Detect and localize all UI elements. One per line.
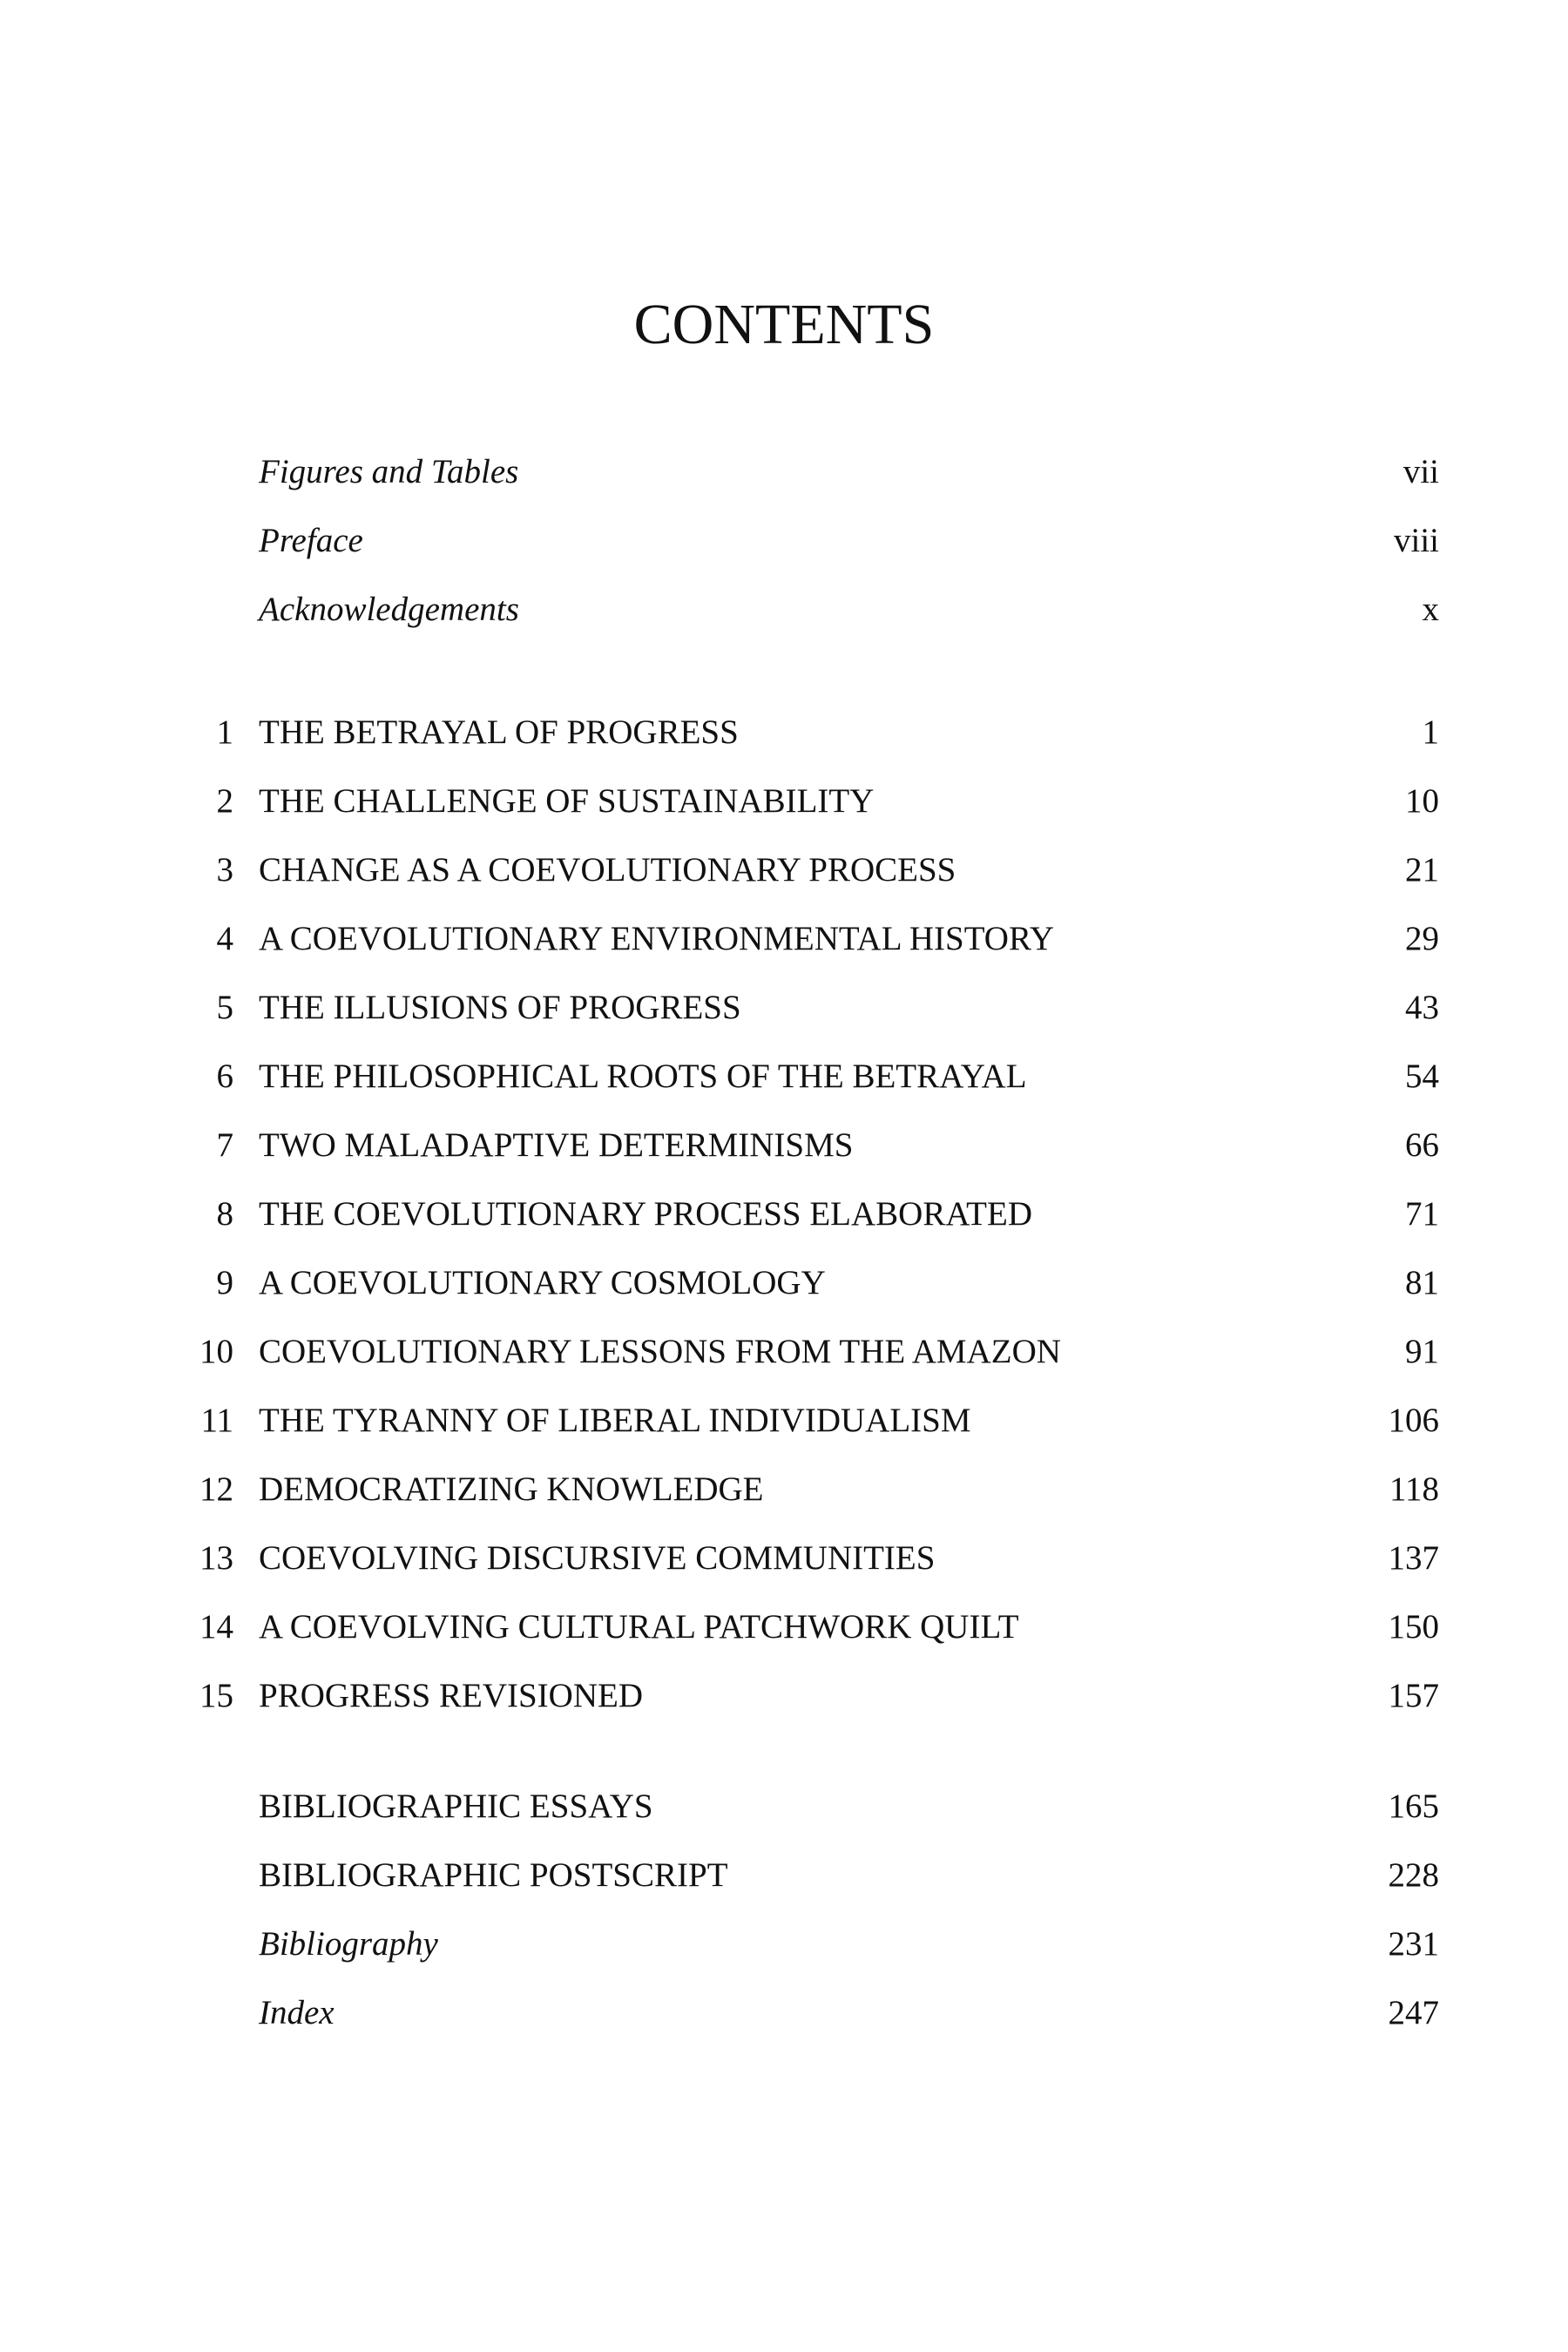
chapter-number: 2 (216, 782, 233, 820)
chapter-page: 150 (1388, 1608, 1439, 1646)
toc-entry-page: 231 (1388, 1925, 1439, 1963)
toc-entry-acknowledgements[interactable] (0, 575, 1568, 644)
chapter-number: 15 (199, 1677, 233, 1714)
chapter-number: 12 (199, 1470, 233, 1508)
chapter-page: 91 (1405, 1333, 1439, 1370)
chapter-list (0, 698, 1568, 1730)
toc-chapter-3[interactable] (0, 835, 1568, 904)
chapter-page: 106 (1388, 1402, 1439, 1439)
toc-entry-figures-and-tables[interactable] (0, 437, 1568, 506)
chapter-page: 54 (1405, 1058, 1439, 1095)
toc-chapter-13[interactable] (0, 1524, 1568, 1592)
chapter-title: A COEVOLVING CULTURAL PATCHWORK QUILT (259, 1608, 1019, 1646)
chapter-title: THE CHALLENGE OF SUSTAINABILITY (259, 782, 875, 820)
toc-chapter-8[interactable] (0, 1179, 1568, 1248)
chapter-title: A COEVOLUTIONARY COSMOLOGY (259, 1264, 826, 1301)
toc-chapter-9[interactable] (0, 1248, 1568, 1317)
chapter-page: 137 (1388, 1539, 1439, 1577)
chapter-number: 10 (199, 1333, 233, 1370)
chapter-page: 81 (1405, 1264, 1439, 1301)
chapter-number: 14 (199, 1608, 233, 1646)
front-matter-list (0, 437, 1568, 644)
chapter-page: 118 (1389, 1470, 1439, 1508)
toc-entry-label: Bibliography (259, 1925, 438, 1963)
chapter-title: THE BETRAYAL OF PROGRESS (259, 713, 739, 751)
chapter-number: 7 (216, 1126, 233, 1164)
toc-chapter-2[interactable] (0, 767, 1568, 835)
chapter-page: 29 (1405, 920, 1439, 957)
chapter-title: PROGRESS REVISIONED (259, 1677, 643, 1714)
chapter-title: COEVOLVING DISCURSIVE COMMUNITIES (259, 1539, 936, 1577)
toc-chapter-12[interactable] (0, 1455, 1568, 1524)
chapter-page: 21 (1405, 851, 1439, 889)
toc-entry-page: x (1422, 591, 1439, 628)
chapter-title: THE ILLUSIONS OF PROGRESS (259, 989, 741, 1026)
chapter-number: 1 (216, 713, 233, 751)
toc-entry-label: BIBLIOGRAPHIC POSTSCRIPT (259, 1856, 728, 1894)
toc-chapter-7[interactable] (0, 1111, 1568, 1179)
toc-entry-page: viii (1393, 522, 1439, 559)
toc-entry-label: Figures and Tables (259, 453, 519, 490)
chapter-number: 13 (199, 1539, 233, 1577)
toc-chapter-1[interactable] (0, 698, 1568, 767)
chapter-title: DEMOCRATIZING KNOWLEDGE (259, 1470, 764, 1508)
chapter-page: 10 (1405, 782, 1439, 820)
chapter-page: 157 (1388, 1677, 1439, 1714)
chapter-page: 71 (1405, 1195, 1439, 1233)
chapter-title: A COEVOLUTIONARY ENVIRONMENTAL HISTORY (259, 920, 1054, 957)
chapter-number: 11 (200, 1402, 233, 1439)
toc-chapter-5[interactable] (0, 973, 1568, 1042)
toc-chapter-4[interactable] (0, 904, 1568, 973)
toc-entry-page: 247 (1388, 1994, 1439, 2031)
chapter-title: CHANGE AS A COEVOLUTIONARY PROCESS (259, 851, 956, 889)
toc-entry-label: Acknowledgements (259, 591, 519, 628)
toc-chapter-15[interactable] (0, 1661, 1568, 1730)
toc-entry-page: 165 (1388, 1788, 1439, 1825)
toc-entry-page: 228 (1388, 1856, 1439, 1894)
toc-chapter-6[interactable] (0, 1042, 1568, 1111)
chapter-page: 66 (1405, 1126, 1439, 1164)
chapter-number: 3 (216, 851, 233, 889)
toc-entry-label: Preface (259, 522, 363, 559)
chapter-page: 1 (1422, 713, 1439, 751)
toc-entry-page: vii (1402, 453, 1439, 490)
chapter-number: 9 (216, 1264, 233, 1301)
toc-entry-bibliographic-postscript[interactable] (0, 1841, 1568, 1909)
back-matter-list (0, 1772, 1568, 2047)
toc-entry-label: Index (259, 1994, 335, 2031)
chapter-number: 5 (216, 989, 233, 1026)
chapter-title: COEVOLUTIONARY LESSONS FROM THE AMAZON (259, 1333, 1061, 1370)
chapter-number: 8 (216, 1195, 233, 1233)
chapter-number: 6 (216, 1058, 233, 1095)
toc-entry-bibliography[interactable] (0, 1909, 1568, 1978)
toc-entry-index[interactable] (0, 1978, 1568, 2047)
toc-entry-preface[interactable] (0, 506, 1568, 575)
toc-chapter-10[interactable] (0, 1317, 1568, 1386)
chapter-number: 4 (216, 920, 233, 957)
toc-entry-label: BIBLIOGRAPHIC ESSAYS (259, 1788, 653, 1825)
page-title: CONTENTS (633, 293, 935, 356)
toc-entry-bibliographic-essays[interactable] (0, 1772, 1568, 1841)
chapter-page: 43 (1405, 989, 1439, 1026)
chapter-title: THE COEVOLUTIONARY PROCESS ELABORATED (259, 1195, 1032, 1233)
chapter-title: THE TYRANNY OF LIBERAL INDIVIDUALISM (259, 1402, 971, 1439)
toc-chapter-14[interactable] (0, 1592, 1568, 1661)
toc-chapter-11[interactable] (0, 1386, 1568, 1455)
chapter-title: THE PHILOSOPHICAL ROOTS OF THE BETRAYAL (259, 1058, 1027, 1095)
chapter-title: TWO MALADAPTIVE DETERMINISMS (259, 1126, 854, 1164)
